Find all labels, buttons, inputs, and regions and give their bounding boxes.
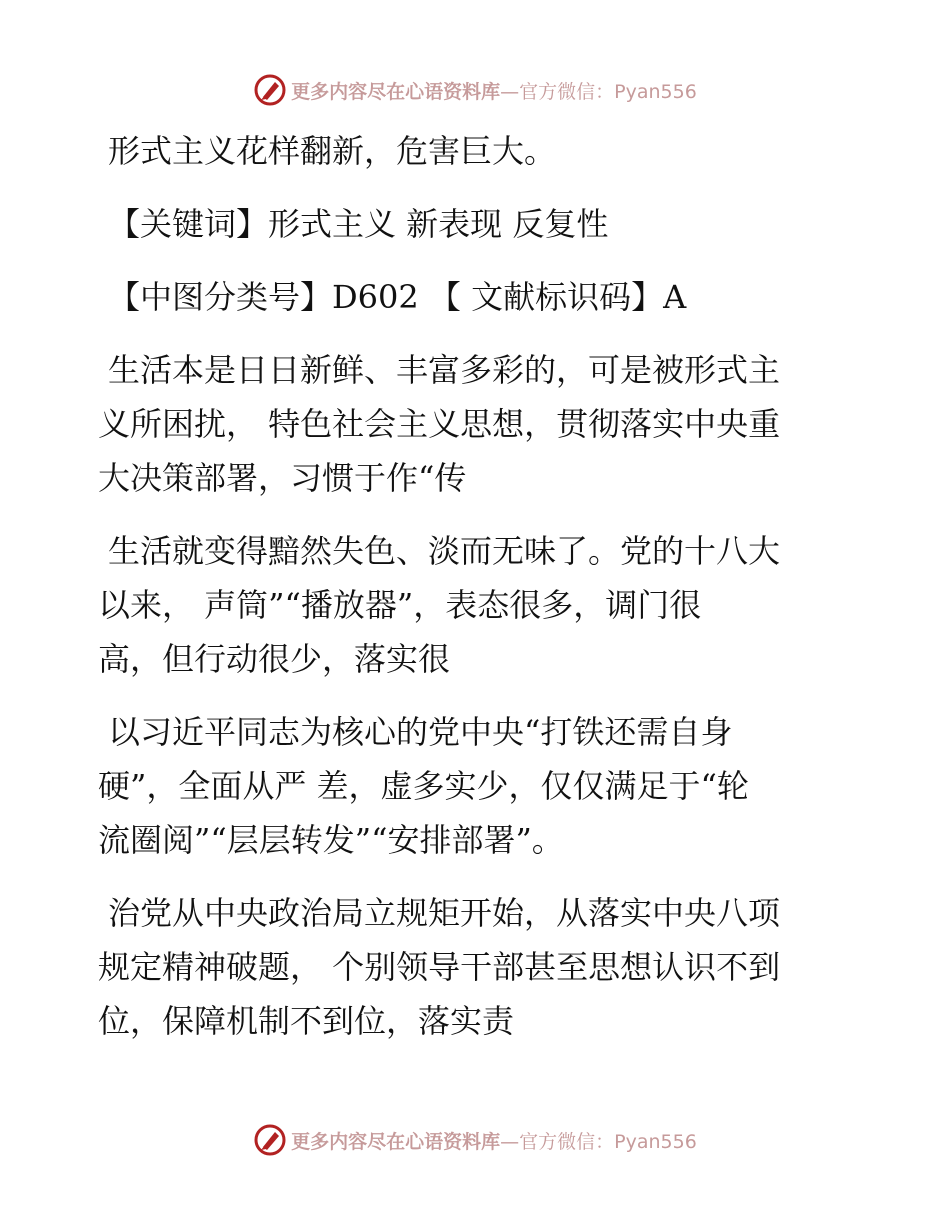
- paragraph-3-line-3: 流圈阅”“层层转发”“安排部署”。: [98, 821, 564, 859]
- paragraph-4: [98, 886, 838, 1048]
- footer-banner-main: 更多内容尽在心语资料库: [291, 1130, 501, 1153]
- footer-banner: [0, 1120, 950, 1160]
- pen-nib-logo-icon: [253, 1123, 287, 1157]
- header-banner-sub: —官方微信：Pyan556: [500, 80, 697, 103]
- paragraph-2-line-1: 生活就变得黯然失色、淡而无味了。党的十八大: [108, 532, 781, 570]
- lead-line: 形式主义花样翻新，危害巨大。: [108, 132, 557, 170]
- paragraph-4-line-3: 位，保障机制不到位，落实责: [98, 1002, 515, 1040]
- paragraph-2-line-3: 高，但行动很少，落实很: [98, 640, 451, 678]
- paragraph-3: [98, 705, 838, 867]
- paragraph-4-line-1: 治党从中央政治局立规矩开始，从落实中央八项: [108, 894, 781, 932]
- paragraph-2: [98, 524, 838, 686]
- paragraph-3-line-1: 以习近平同志为核心的党中央“打铁还需自身: [108, 713, 733, 751]
- footer-banner-sub: —官方微信：Pyan556: [500, 1130, 697, 1153]
- keywords-line: 【关键词】形式主义 新表现 反复性: [108, 205, 609, 243]
- paragraph-1-line-3: 大决策部署，习惯于作“传: [98, 459, 467, 497]
- paragraph-1: [98, 343, 838, 505]
- header-banner-main: 更多内容尽在心语资料库: [291, 80, 501, 103]
- body-text: [98, 124, 838, 1048]
- pen-nib-logo-icon: [253, 73, 287, 107]
- paragraph-1-line-1: 生活本是日日新鲜、丰富多彩的，可是被形式主: [108, 351, 781, 389]
- paragraph-3-line-2: 硬”，全面从严 差，虚多实少，仅仅满足于“轮: [98, 767, 749, 805]
- paragraph-4-line-2: 规定精神破题， 个别领导干部甚至思想认识不到: [98, 948, 781, 986]
- paragraph-2-line-2: 以来， 声筒”“播放器”，表态很多，调门很: [98, 586, 702, 624]
- paragraph-1-line-2: 义所困扰， 特色社会主义思想，贯彻落实中央重: [98, 405, 781, 443]
- header-banner: [0, 70, 950, 110]
- classification-line: 【中图分类号】D602 【 文献标识码】A: [108, 278, 687, 316]
